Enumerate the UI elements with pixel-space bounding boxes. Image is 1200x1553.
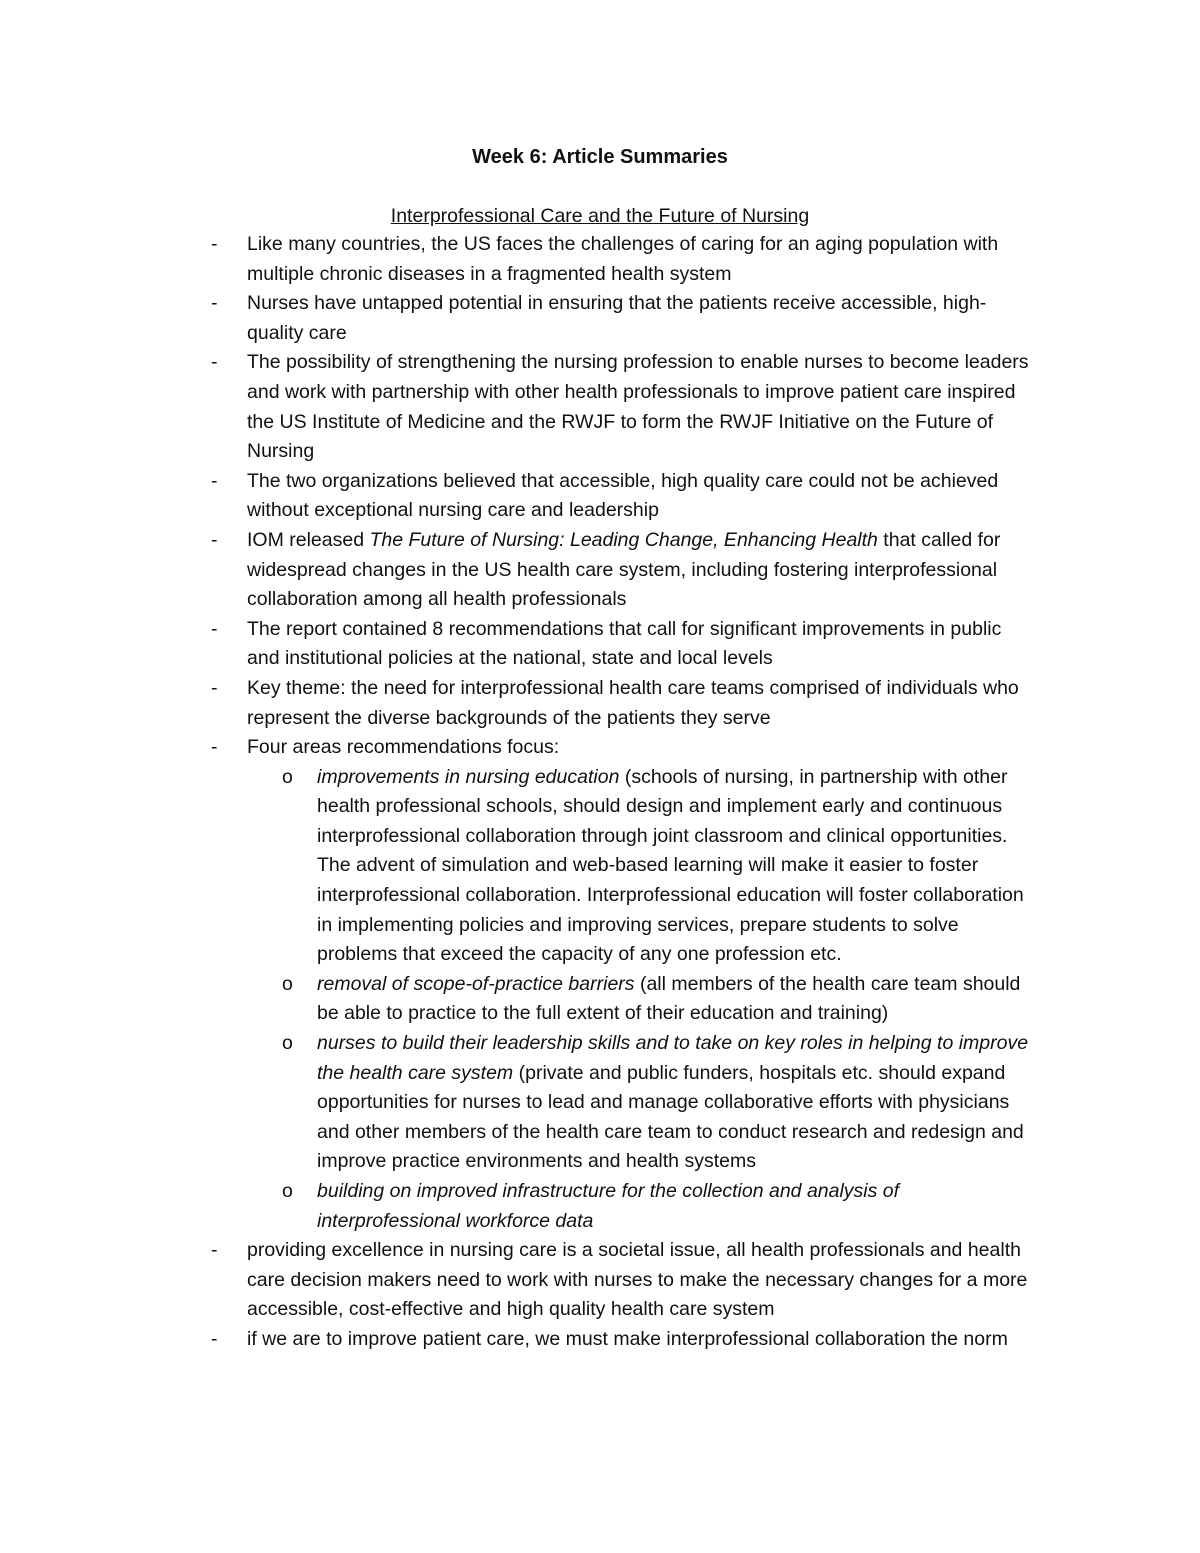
bullet-text-post: that called for widespread changes in the US health care system, including fostering interprofessional collaboration among all health professionals	[247, 528, 1001, 611]
bullet-dash: -	[211, 292, 218, 315]
bullet-item	[0, 1236, 1037, 1325]
focus-area-item	[282, 970, 1037, 1029]
bullet-item	[0, 289, 1037, 348]
bullet-text: Like many countries, the US faces the challenges of caring for an aging population with multiple chronic diseases in a fragmented health system	[247, 233, 999, 285]
bullet-dash: -	[211, 469, 218, 492]
sub-bullet-marker: o	[282, 1180, 293, 1202]
bullet-item	[0, 1325, 1037, 1355]
focus-area-title: building on improved infrastructure for the collection and analysis of interprofessional workforce data	[317, 1180, 900, 1232]
focus-area-item	[282, 1029, 1037, 1177]
focus-area-item	[282, 763, 1037, 970]
bullet-dash: -	[211, 233, 218, 255]
bullet-dash: -	[211, 1327, 218, 1350]
bullet-item	[0, 526, 1037, 615]
bullet-text: The two organizations believed that accessible, high quality care could not be achieved without exceptional nursing care and leadership	[247, 469, 999, 522]
bullet-dash: -	[211, 617, 218, 640]
focus-area-item	[282, 1177, 1037, 1236]
focus-area-title: nurses to build their leadership skills and to take on key roles in helping to improve the health care system	[317, 1032, 1029, 1084]
sub-bullet-marker: o	[282, 765, 293, 788]
focus-area-title: improvements in nursing education	[317, 765, 620, 788]
bullet-item	[0, 467, 1037, 526]
bullet-dash: -	[211, 676, 218, 699]
bullet-text: Nurses have untapped potential in ensuring that the patients receive accessible, high-quality care	[247, 292, 987, 344]
focus-area-list	[247, 763, 1037, 1237]
bullet-item	[0, 348, 1037, 466]
bullet-dash: -	[211, 1239, 218, 1262]
sub-bullet-marker: o	[282, 972, 293, 995]
bullet-text: providing excellence in nursing care is a societal issue, all health professionals and health care decision makers need to work with nurses to make the necessary changes for a more accessible, cost-effective and high quality health care system	[247, 1239, 1028, 1321]
bullet-text: Four areas recommendations focus:	[247, 736, 560, 759]
bullet-text: Key theme: the need for interprofessional health care teams comprised of individuals who represent the diverse backgrounds of the patients they serve	[247, 676, 1019, 729]
focus-area-detail: (private and public funders, hospitals etc. should expand opportunities for nurses to lead and manage collaborative efforts with physicians and other members of the health care team to conduct research and redesign and improve practice environments and health systems	[317, 1061, 1024, 1173]
section-heading: Interprofessional Care and the Future of Nursing	[390, 205, 810, 227]
bullet-text: The possibility of strengthening the nursing profession to enable nurses to become leaders and work with partnership with other health professionals to improve patient care inspired the US Institute of Medicine and the RWJF to form the RWJF Initiative on the Future of Nursing	[247, 351, 1029, 463]
bullet-text-pre: IOM released	[247, 528, 370, 551]
bullet-dash: -	[211, 528, 218, 551]
bullet-item	[0, 733, 1037, 1236]
bullet-item	[0, 615, 1037, 674]
bullet-text: if we are to improve patient care, we must make interprofessional collaboration the norm	[247, 1327, 1008, 1350]
bullet-item	[0, 674, 1037, 733]
bullet-text: The report contained 8 recommendations that call for significant improvements in public and institutional policies at the national, state and local levels	[247, 617, 1002, 670]
focus-area-title: removal of scope-of-practice barriers	[317, 972, 635, 995]
focus-area-detail: (schools of nursing, in partnership with other health professional schools, should design and implement early and continuous interprofessional collaboration through joint classroom and clinical opportunities. The advent of simulation and web-based learning will make it easier to foster interprofessional collaboration. Interprofessional education will foster collaboration in implementing policies and improving services, prepare students to solve problems that exceed the capacity of any one profession etc.	[317, 765, 1024, 966]
report-title: The Future of Nursing: Leading Change, Enhancing Health	[369, 528, 878, 551]
bullet-dash: -	[211, 736, 218, 759]
summary-bullet-list	[0, 230, 1200, 1355]
bullet-dash: -	[211, 351, 218, 374]
focus-area-detail: (all members of the health care team should be able to practice to the full extent of their education and training)	[317, 972, 1021, 1025]
sub-bullet-marker: o	[282, 1032, 293, 1055]
document-title: Week 6: Article Summaries	[472, 146, 728, 168]
bullet-item	[0, 230, 1037, 289]
